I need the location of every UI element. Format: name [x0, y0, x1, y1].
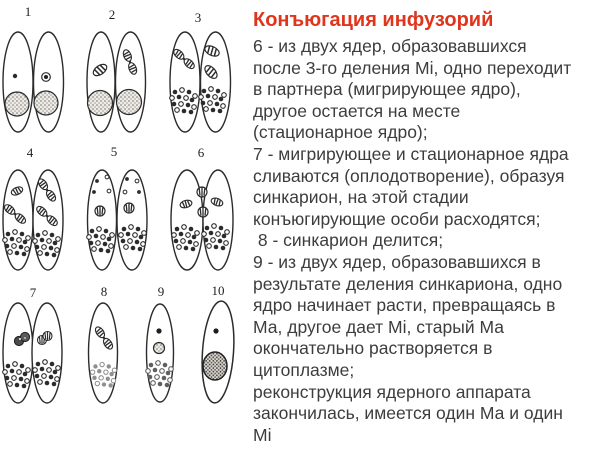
- stage-number: 2: [108, 7, 116, 22]
- macronucleus: [5, 92, 29, 116]
- stage-5-figure: [87, 144, 147, 270]
- text-line: 8 - синкарион делится;: [253, 230, 444, 251]
- stage-number: 1: [24, 4, 32, 19]
- text-line: закончилась, имеется один Ма и один: [253, 403, 563, 424]
- text-line: Mi: [253, 424, 272, 445]
- cell-outline: [171, 170, 203, 270]
- migrating-nucleus: [197, 187, 207, 197]
- cell-outline: [116, 32, 146, 132]
- text-line: (стационарное ядро);: [253, 122, 428, 143]
- cell-outline: [89, 303, 118, 403]
- migrating-nucleus: [198, 207, 208, 217]
- cell-outline: [117, 170, 147, 270]
- cell-outline: [3, 32, 33, 132]
- text-line: 7 - мигрирующее и стационарное ядра: [253, 143, 569, 164]
- stage-number: 7: [29, 285, 37, 300]
- micronucleus: [42, 73, 51, 82]
- cell-outline: [170, 32, 200, 132]
- micronucleus: [13, 74, 17, 78]
- stage-3-figure: [170, 10, 231, 132]
- macronucleus: [34, 91, 58, 115]
- stage-4-figure: [3, 145, 63, 270]
- text-line: конъюгирующие особи расходятся;: [253, 208, 541, 229]
- stage-6-figure: [171, 145, 233, 270]
- text-line: в партнера (мигрирующее ядро),: [253, 79, 521, 100]
- text-line: 6 - из двух ядер, образовавшихся: [253, 36, 527, 56]
- macronucleus: [203, 352, 227, 380]
- micronucleus: [213, 328, 218, 333]
- stage-number: 5: [110, 144, 118, 159]
- text-line: окончательно растворяется в: [253, 338, 493, 359]
- pronucleus: [124, 203, 134, 213]
- text-column: [253, 8, 600, 446]
- micronucleus: [156, 328, 161, 333]
- conjugation-diagram: [0, 0, 250, 450]
- stage-10-figure: [199, 283, 237, 404]
- stage-2-figure: [87, 7, 146, 132]
- macronucleus: [117, 90, 142, 115]
- text-line: синкарион, на этой стадии: [253, 187, 469, 208]
- growing-macronucleus: [154, 343, 165, 354]
- stage-number: 6: [197, 145, 205, 160]
- stage-8-figure: [89, 284, 118, 403]
- cell-outline: [32, 303, 62, 403]
- cell-outline: [87, 32, 115, 132]
- stage-1-figure: [3, 4, 64, 132]
- stage-number: 9: [157, 284, 165, 299]
- stage-7-figure: [3, 285, 62, 403]
- text-line: ядро начинает расти, превращаясь в: [253, 295, 556, 316]
- text-line: результате деления синкариона, одно: [253, 273, 563, 294]
- stage-number: 8: [100, 284, 108, 299]
- text-line: сливаются (оплодотворение), образуя: [253, 165, 565, 186]
- stage-number: 3: [194, 10, 202, 25]
- pronucleus: [95, 206, 105, 216]
- text-line: реконструкция ядерного аппарата: [253, 381, 531, 402]
- cell-outline: [34, 32, 64, 132]
- text-line: 9 - из двух ядер, образовавшихся в: [253, 251, 541, 272]
- cell-outline: [88, 170, 117, 270]
- cell-outline: [3, 303, 33, 403]
- text-line: после 3-го деления Mi, одно переходит: [253, 57, 572, 78]
- description-text: [253, 36, 600, 446]
- stage-number: 4: [26, 145, 34, 160]
- stage-number: 10: [211, 283, 225, 298]
- macronucleus: [88, 91, 113, 116]
- stage-9-figure: [146, 284, 174, 402]
- page-title: Конъюгация инфузорий: [253, 9, 494, 31]
- text-line: другое остается на месте: [253, 100, 461, 121]
- text-line: цитоплазме;: [253, 359, 355, 380]
- text-line: Ма, другое дает Mi, старый Ма: [253, 316, 504, 337]
- cell-outline: [203, 170, 233, 270]
